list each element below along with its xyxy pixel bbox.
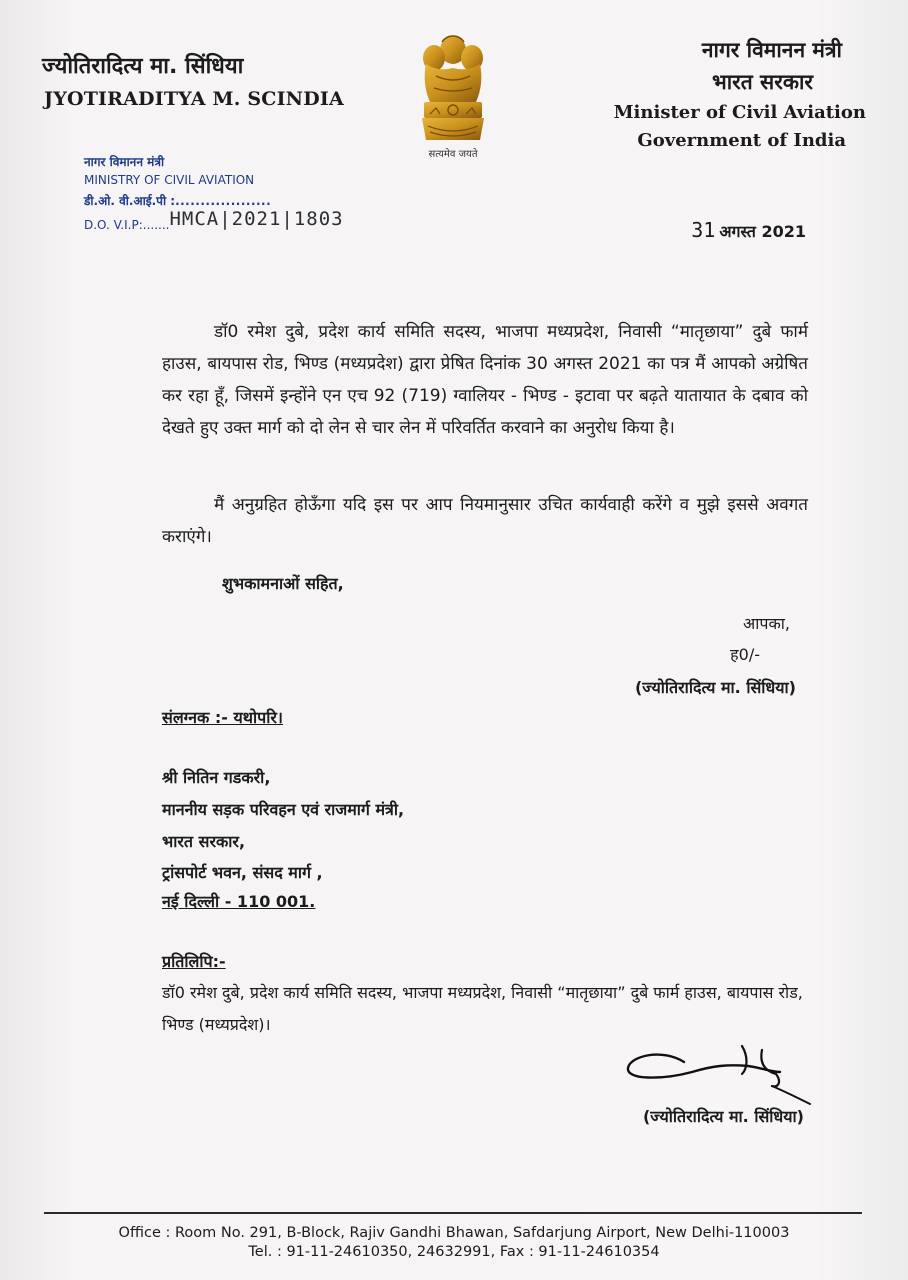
closing-signatory: (ज्योतिरादित्य मा. सिंधिया) [634,678,796,697]
minister-title-hindi: नागर विमानन मंत्री [701,38,842,62]
minister-title-english: Minister of Civil Aviation [613,102,866,123]
ministry-name-hindi: नागर विमानन मंत्री [84,155,165,169]
national-emblem-icon [412,28,494,160]
closing-signed: ह0/- [730,645,760,664]
copy-to-body: डॉ0 रमेश दुबे, प्रदेश कार्य समिति सदस्य, भाजपा मध्यप्रदेश, निवासी “मातृछाया” दुबे फार्म हाउस, बायपास रोड, भिण्ड (मध्यप्रदेश)। [162,983,803,1034]
do-vip-number [84,208,344,234]
ministry-name-english: MINISTRY OF CIVIL AVIATION [84,173,255,187]
copy-to-title: प्रतिलिपि:- [162,952,226,971]
enclosure: संलग्नक :- यथोपरि। [162,708,283,727]
addressee-city: नई दिल्ली - 110 001. [162,892,316,911]
emblem-motto: सत्यमेव जयते [428,149,478,160]
body-paragraph-1-text: डॉ0 रमेश दुबे, प्रदेश कार्य समिति सदस्य, भाजपा मध्यप्रदेश, निवासी “मातृछाया” दुबे फार्म हाउस, बायपास रोड, भिण्ड (मध्यप्रदेश) द्वारा प्रेषित दिनांक 30 अगस्त 2021 का पत्र मैं आपको अग्रेषित कर रहा हूँ, जिसमें इन्होंने एन एच 92 (719) ग्वालियर - भिण्ड - इटावा पर बढ़ते यातायात के दबाव को देखते हुए उक्त मार्ग को दो लेन से चार लेन में परिवर्तित करवाने का अनुरोध किया है। [162,322,808,438]
addressee-street: ट्रांसपोर्ट भवन, संसद मार्ग , [162,863,323,882]
footer-office-address: Office : Room No. 291, B-Block, Rajiv Gandhi Bhawan, Safdarjung Airport, New Delhi-110003 [118,1225,790,1241]
do-vip-hindi-label: डी.ओ. वी.आई.पी : [84,194,176,208]
body-paragraph-1 [162,316,808,444]
body-paragraph-2-text: मैं अनुग्रहित होऊँगा यदि इस पर आप नियमानुसार उचित कार्यवाही करेंगे व मुझे इससे अवगत कराएंगे। [162,495,808,547]
date-month-year: अगस्त 2021 [719,222,806,241]
sender-name-hindi: ज्योतिरादित्य मा. सिंधिया [42,54,244,79]
do-vip-label: D.O. V.I.P:....... [84,218,170,232]
government-english: Government of India [637,130,846,151]
do-vip-hindi [84,192,271,209]
addressee-name: श्री नितिन गडकरी, [162,768,271,787]
letter-date [691,218,806,242]
date-day-handwritten: 31 [691,218,716,242]
closing-yours: आपका, [743,614,790,633]
footer-contact: Tel. : 91-11-24610350, 24632991, Fax : 91-11-24610354 [248,1244,660,1260]
signature-signatory: (ज्योतिरादित्य मा. सिंधिया) [642,1107,804,1126]
greeting: शुभकामनाओं सहित, [222,574,344,593]
government-hindi: भारत सरकार [711,70,813,94]
addressee-title: माननीय सड़क परिवहन एवं राजमार्ग मंत्री, [162,800,405,819]
addressee-government: भारत सरकार, [162,832,246,851]
do-vip-handwritten-number: HMCA|2021|1803 [169,208,344,230]
footer-divider [44,1212,862,1214]
do-vip-hindi-dots: ................... [175,194,272,208]
sender-name-english: JYOTIRADITYA M. SCINDIA [44,88,344,110]
signature-icon [622,1042,814,1106]
body-paragraph-2 [162,489,808,553]
